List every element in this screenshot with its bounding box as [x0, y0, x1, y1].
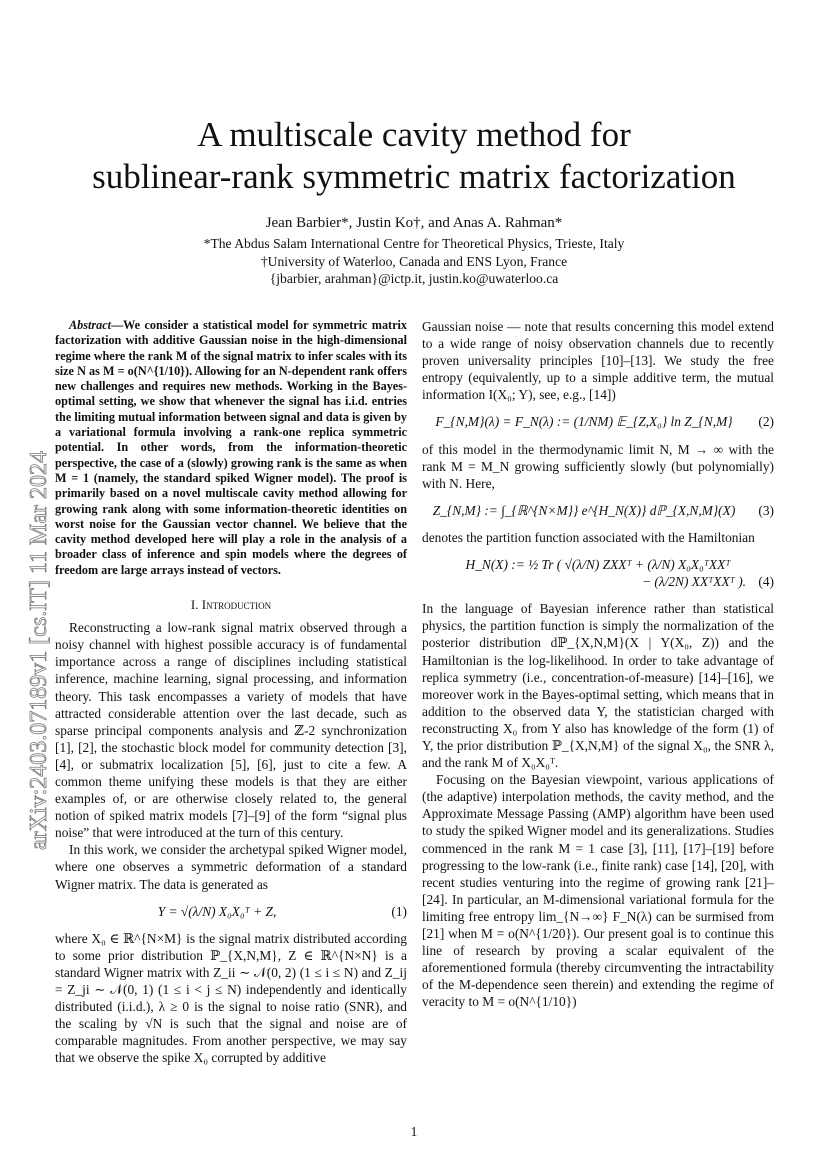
intro-paragraph-3: where X₀ ∈ ℝ^{N×M} is the signal matrix distributed according to some prior distribution ℙ_{X,N,M}, Z ∈ ℝ^{N×N} is a standard Wigner matrix with Z_ii ∼ 𝒩(0, 2) (1 ≤ i ≤ N) and Z_ij = Z_ji ∼ 𝒩(0, 1) (1 ≤ i < j ≤ N) independently and identically distributed (i.i.d.), λ ≥ 0 is the signal to noise ratio (SNR), and the scaling by √N is such that the signal and noise are of comparable magnitudes. From another perspective, we may say that we observe the spike X₀ corrupted by additive — [55, 930, 407, 1066]
right-paragraph-3: denotes the partition function associated with the Hamiltonian — [422, 529, 755, 545]
intro-paragraph-1: Reconstructing a low-rank signal matrix observed through a noisy channel with highest possible accuracy is of fundamental importance across a range of disciplines including statistical inference, machine learning, signal processing, and information theory. This task encompasses a variety of models that have attracted considerable attention over the last decade, such as sparse principal components analysis and ℤ-2 synchronization [1], [2], the stochastic block model for community detection [3], [4], or submatrix localization [5], [6], just to cite a few. A common theme unifying these models is that they are either examples of, or are otherwise closely related to, the general notion of spiked matrix models [7]–[9] of the form “signal plus noise” that were introduced at the turn of this century. — [55, 620, 407, 841]
equation-4-line-1: H_N(X) := ½ Tr ( √(λ/N) ZXXᵀ + (λ/N) X₀X₀ᵀXXᵀ — [465, 557, 731, 573]
affiliation-2: †University of Waterloo, Canada and ENS Lyon, France — [260, 253, 568, 269]
left-column — [55, 318, 407, 1066]
intro-paragraph-2: In this work, we consider the archetypal spiked Wigner model, where one observes a symmetric deformation of a standard Wigner matrix. The data is generated as — [55, 842, 407, 892]
equation-2 — [422, 413, 774, 430]
affiliation-1: *The Abdus Salam International Centre for Theoretical Physics, Trieste, Italy — [203, 236, 625, 251]
emails: {jbarbier, arahman}@ictp.it, justin.ko@uwaterloo.ca — [269, 271, 559, 286]
right-column — [422, 318, 774, 1010]
abstract — [55, 318, 407, 578]
paper-title — [60, 114, 768, 198]
right-paragraph-1: Gaussian noise — note that results concerning this model extend to a wide range of noisy observation channels due to recently proven universality principles [10]–[13]. We study the free entropy (equivalently, up to a simple additive term, the mutual information I(X₀; Y), see, e.g., [14]) — [422, 319, 774, 403]
equation-3 — [422, 502, 774, 519]
abstract-body: —We consider a statistical model for symmetric matrix factorization with additive Gaussian noise in the high-dimensional regime where the rank M of the signal matrix to infer scales with its size N as M = o(N^{1/10}). Allowing for an N-dependent rank offers new challenges and requires new methods. Working in the Bayes-optimal setting, we show that whenever the signal has i.i.d. entries the limiting mutual information between signal and data is given by a variational formula involving a rank-one replica symmetric potential. In other words, from the information-theoretic perspective, the case of a (slowly) growing rank is the same as when M = 1 (namely, the standard spiked Wigner model). The proof is primarily based on a novel multiscale cavity method allowing for growing rank along with some information-theoretic identities on worst noise for the Gaussian vector channel. We believe that the cavity method developed here will play a role in the analysis of a broader class of inference and spin models where the degrees of freedom are large arrays instead of vectors. — [55, 318, 407, 577]
equation-4-line-2: − (λ/2N) XXᵀXXᵀ ). — [641, 574, 746, 590]
equation-1-body: Y = √(λ/N) X₀X₀ᵀ + Z, — [157, 903, 277, 919]
equation-2-number: (2) — [758, 414, 774, 430]
equation-3-number: (3) — [758, 502, 774, 518]
right-paragraph-2: of this model in the thermodynamic limit N, M → ∞ with the rank M = M_N growing sufficiently slowly (but polynomially) with N. Here, — [422, 441, 774, 491]
title-line-2: sublinear-rank symmetric matrix factorization — [92, 157, 736, 196]
author-block — [60, 214, 768, 288]
arxiv-stamp-text: arXiv:2403.07189v1 [cs.IT] 11 Mar 2024 — [26, 450, 52, 850]
title-line-1: A multiscale cavity method for — [197, 115, 631, 154]
right-paragraph-5: Focusing on the Bayesian viewpoint, various applications of (the adaptive) interpolation methods, the cavity method, and the Approximate Message Passing (AMP) algorithm have been used to study the spiked Wigner model and its generalizations. Studies commenced in the rank M = 1 case [3], [11], [17]–[19] before progressing to the low-rank (i.e., finite rank) case [14], [20], with recent studies venturing into the regime of growing rank [21]–[24]. In particular, an M-dimensional variational formula for the limiting free entropy lim_{N→∞} F_N(λ) can be surmised from [21] when M = o(N^{1/20}). Our present goal is to continue this line of research by proving a scalar equivalent of the aforementioned formula (thereby circumventing the intractability of the M-dependence seen therein) and extending the regime of veracity to M = o(N^{1/10}) — [422, 772, 774, 1010]
authors: Jean Barbier*, Justin Ko†, and Anas A. Rahman* — [265, 215, 563, 231]
equation-3-body: Z_{N,M} := ∫_{ℝ^{N×M}} e^{H_N(X)} dℙ_{X,N,M}(X) — [432, 502, 736, 518]
section-heading-introduction: I. Introduction — [190, 597, 272, 613]
abstract-lead: Abstract — [69, 318, 111, 332]
right-paragraph-4: In the language of Bayesian inference rather than statistical physics, the partition function is simply the normalization of the posterior distribution dℙ_{X,N,M}(X | Y(X₀, Z)) and the Hamiltonian is the log-likelihood. In order to take advantage of replica symmetry (i.e., concentration-of-measure) [14]–[16], we moreover work in the Bayes-optimal setting, which means that in addition to the observed data Y, the statistician charged with reconstructing X₀ from Y also has knowledge of the form (1) of Y, the prior distribution ℙ_{X,N,M} of the signal X₀, the SNR λ, and the rank M of X₀X₀ᵀ. — [422, 601, 774, 771]
arxiv-stamp — [18, 340, 54, 860]
equation-1 — [55, 903, 407, 920]
equation-2-body: F_{N,M}(λ) = F_N(λ) := (1/NM) 𝔼_{Z,X₀} ln Z_{N,M} — [435, 414, 733, 430]
equation-1-number: (1) — [391, 903, 407, 919]
page-number: 1 — [410, 1124, 418, 1139]
equation-4 — [422, 556, 774, 590]
equation-4-number: (4) — [758, 574, 774, 590]
